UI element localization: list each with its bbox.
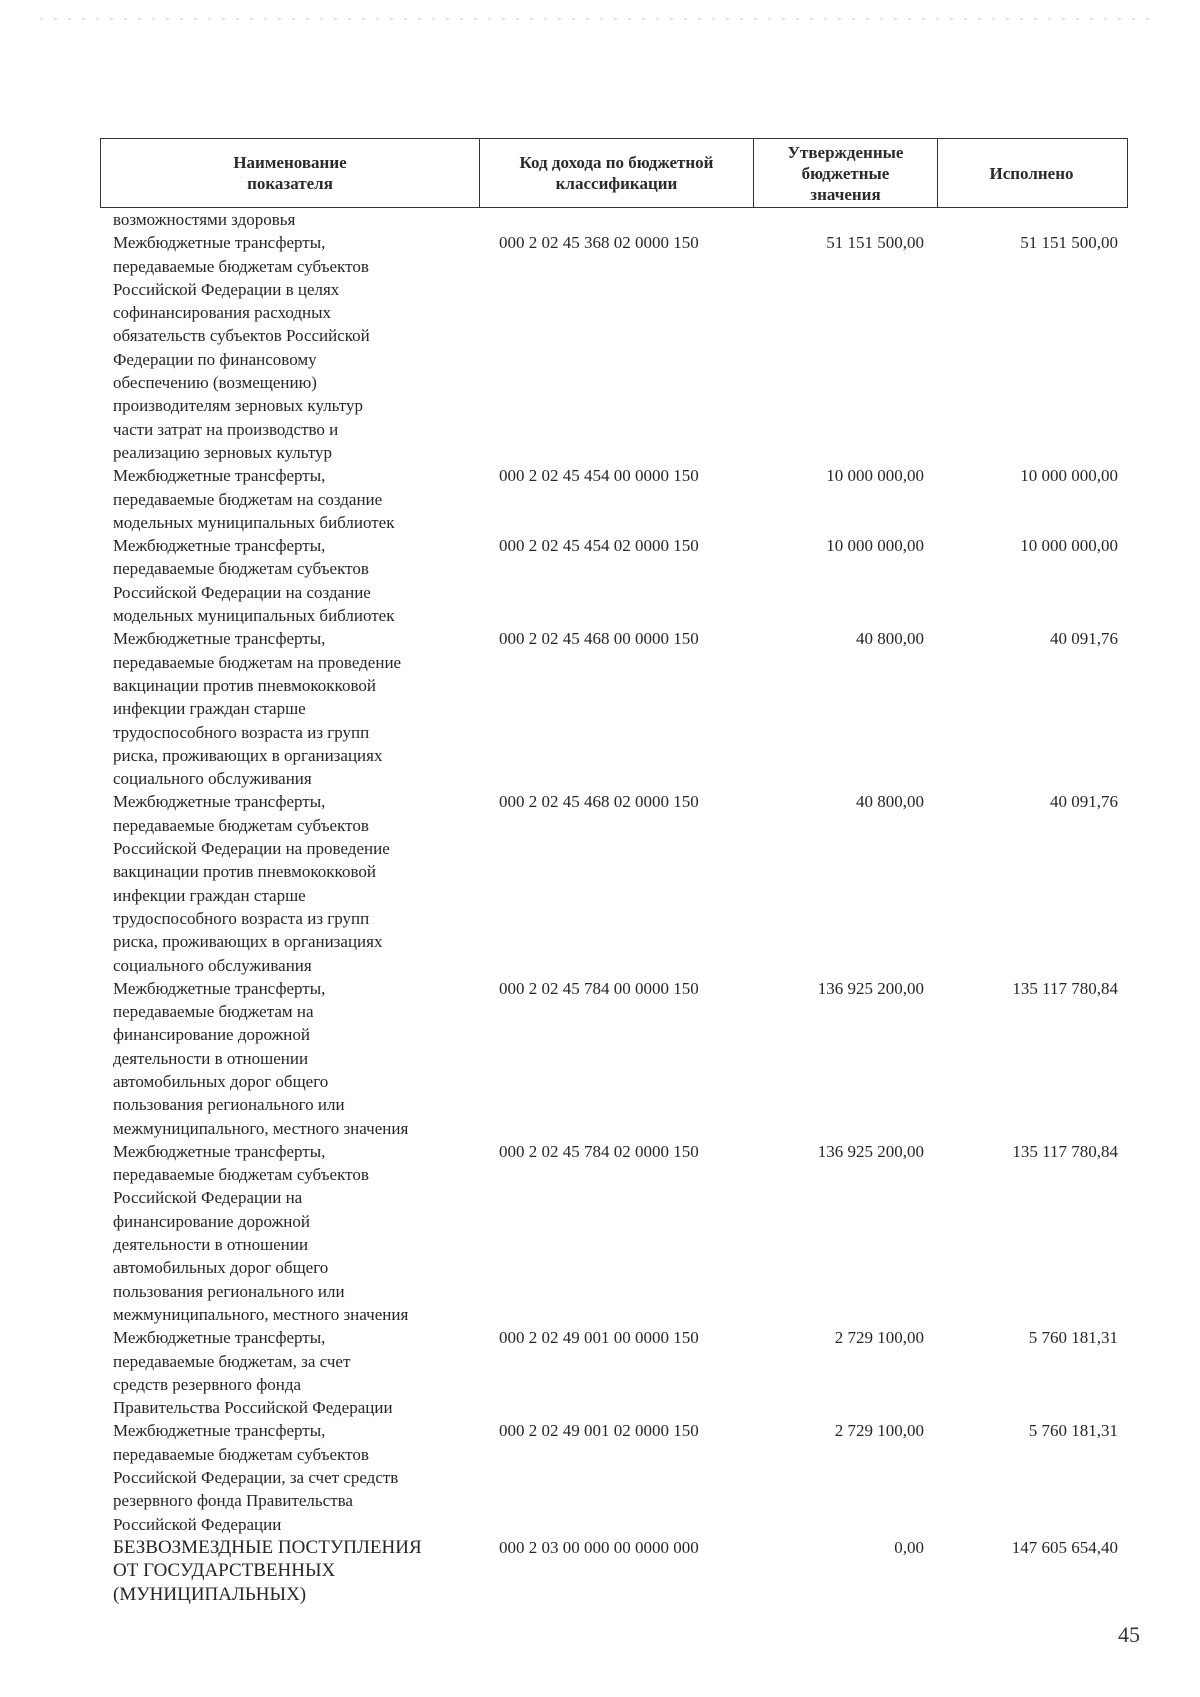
row-executed: 40 091,76 (1050, 792, 1118, 812)
header-approved: Утвержденные бюджетные значения (753, 139, 937, 207)
row-code: 000 2 03 00 000 00 0000 000 (499, 1537, 699, 1557)
row-approved: 2 729 100,00 (834, 1328, 924, 1348)
row-code: 000 2 02 49 001 00 0000 150 (499, 1328, 699, 1348)
row-code: 000 2 02 45 454 02 0000 150 (499, 536, 699, 556)
table-row (100, 1140, 1128, 1326)
row-code: 000 2 02 45 784 00 0000 150 (499, 978, 699, 998)
row-name: Межбюджетные трансферты, передаваемые бюджетам, за счет средств резервного фонда Правительства Российской Федерации (113, 1328, 393, 1418)
table-body (100, 208, 1128, 1606)
row-approved: 40 800,00 (856, 792, 924, 812)
row-executed: 5 760 181,31 (1028, 1421, 1118, 1441)
row-code: 000 2 02 45 368 02 0000 150 (499, 233, 699, 253)
row-approved: 0,00 (894, 1537, 924, 1557)
row-approved: 136 925 200,00 (817, 1141, 924, 1161)
row-executed: 51 151 500,00 (1020, 233, 1118, 253)
table-header (100, 138, 1128, 208)
row-name: Межбюджетные трансферты, передаваемые бюджетам субъектов Российской Федерации на создание модельных муниципальных библиотек (113, 536, 395, 626)
row-name: Межбюджетные трансферты, передаваемые бюджетам на создание модельных муниципальных библиотек (113, 466, 395, 532)
header-executed: Исполнено (937, 139, 1125, 207)
row-approved: 2 729 100,00 (834, 1421, 924, 1441)
row-code: 000 2 02 49 001 02 0000 150 (499, 1421, 699, 1441)
table-row (100, 1536, 1128, 1606)
row-approved: 10 000 000,00 (826, 536, 924, 556)
table-row (100, 977, 1128, 1140)
header-code: Код дохода по бюджетной классификации (479, 139, 753, 207)
row-name: Межбюджетные трансферты, передаваемые бюджетам субъектов Российской Федерации на финансирование дорожной деятельности в отношении автомобильных дорог общего пользования регионального или межмуниципального, местного значения (113, 1141, 409, 1324)
row-name: Межбюджетные трансферты, передаваемые бюджетам на проведение вакцинации против пневмококковой инфекции граждан старше трудоспособного возраста из групп риска, проживающих в организациях социального обслуживания (113, 629, 402, 789)
table-row (100, 1419, 1128, 1535)
row-code: 000 2 02 45 468 00 0000 150 (499, 629, 699, 649)
page-number: 45 (1118, 1622, 1140, 1647)
row-code: 000 2 02 45 468 02 0000 150 (499, 792, 699, 812)
row-approved: 136 925 200,00 (817, 978, 924, 998)
table-row (100, 231, 1128, 464)
row-code: 000 2 02 45 784 02 0000 150 (499, 1141, 699, 1161)
table-row (100, 790, 1128, 976)
row-executed: 10 000 000,00 (1020, 536, 1118, 556)
table-row (100, 534, 1128, 627)
scan-artifact-strip (40, 18, 1150, 20)
row-executed: 10 000 000,00 (1020, 466, 1118, 486)
table-row (100, 627, 1128, 790)
row-approved: 40 800,00 (856, 629, 924, 649)
header-name: Наименование показателя (233, 153, 347, 193)
row-name: Межбюджетные трансферты, передаваемые бюджетам субъектов Российской Федерации в целях софинансирования расходных обязательств субъектов Российской Федерации по финансовому обеспечению (возмещению) производителям зерновых культур части затрат на производство и реализацию зерновых культур (113, 233, 370, 462)
row-executed: 5 760 181,31 (1028, 1328, 1118, 1348)
row-approved: 10 000 000,00 (826, 466, 924, 486)
row-name: Межбюджетные трансферты, передаваемые бюджетам на финансирование дорожной деятельности в отношении автомобильных дорог общего пользования регионального или межмуниципального, местного значения (113, 978, 409, 1138)
row-name: БЕЗВОЗМЕЗДНЫЕ ПОСТУПЛЕНИЯ ОТ ГОСУДАРСТВЕННЫХ (МУНИЦИПАЛЬНЫХ) (113, 1536, 422, 1605)
table-row-continuation (100, 208, 1128, 231)
table-row (100, 464, 1128, 534)
table-row (100, 1326, 1128, 1419)
row-approved: 51 151 500,00 (826, 233, 924, 253)
row-executed: 135 117 780,84 (1012, 1141, 1118, 1161)
row-name: Межбюджетные трансферты, передаваемые бюджетам субъектов Российской Федерации, за счет средств резервного фонда Правительства Российской Федерации (113, 1421, 399, 1534)
report-page (100, 138, 1128, 1606)
row-executed: 147 605 654,40 (1011, 1537, 1118, 1557)
row-name: возможностями здоровья (113, 210, 296, 229)
row-name: Межбюджетные трансферты, передаваемые бюджетам субъектов Российской Федерации на проведение вакцинации против пневмококковой инфекции граждан старше трудоспособного возраста из групп риска, проживающих в организациях социального обслуживания (113, 792, 390, 975)
row-code: 000 2 02 45 454 00 0000 150 (499, 466, 699, 486)
row-executed: 40 091,76 (1050, 629, 1118, 649)
row-executed: 135 117 780,84 (1012, 978, 1118, 998)
